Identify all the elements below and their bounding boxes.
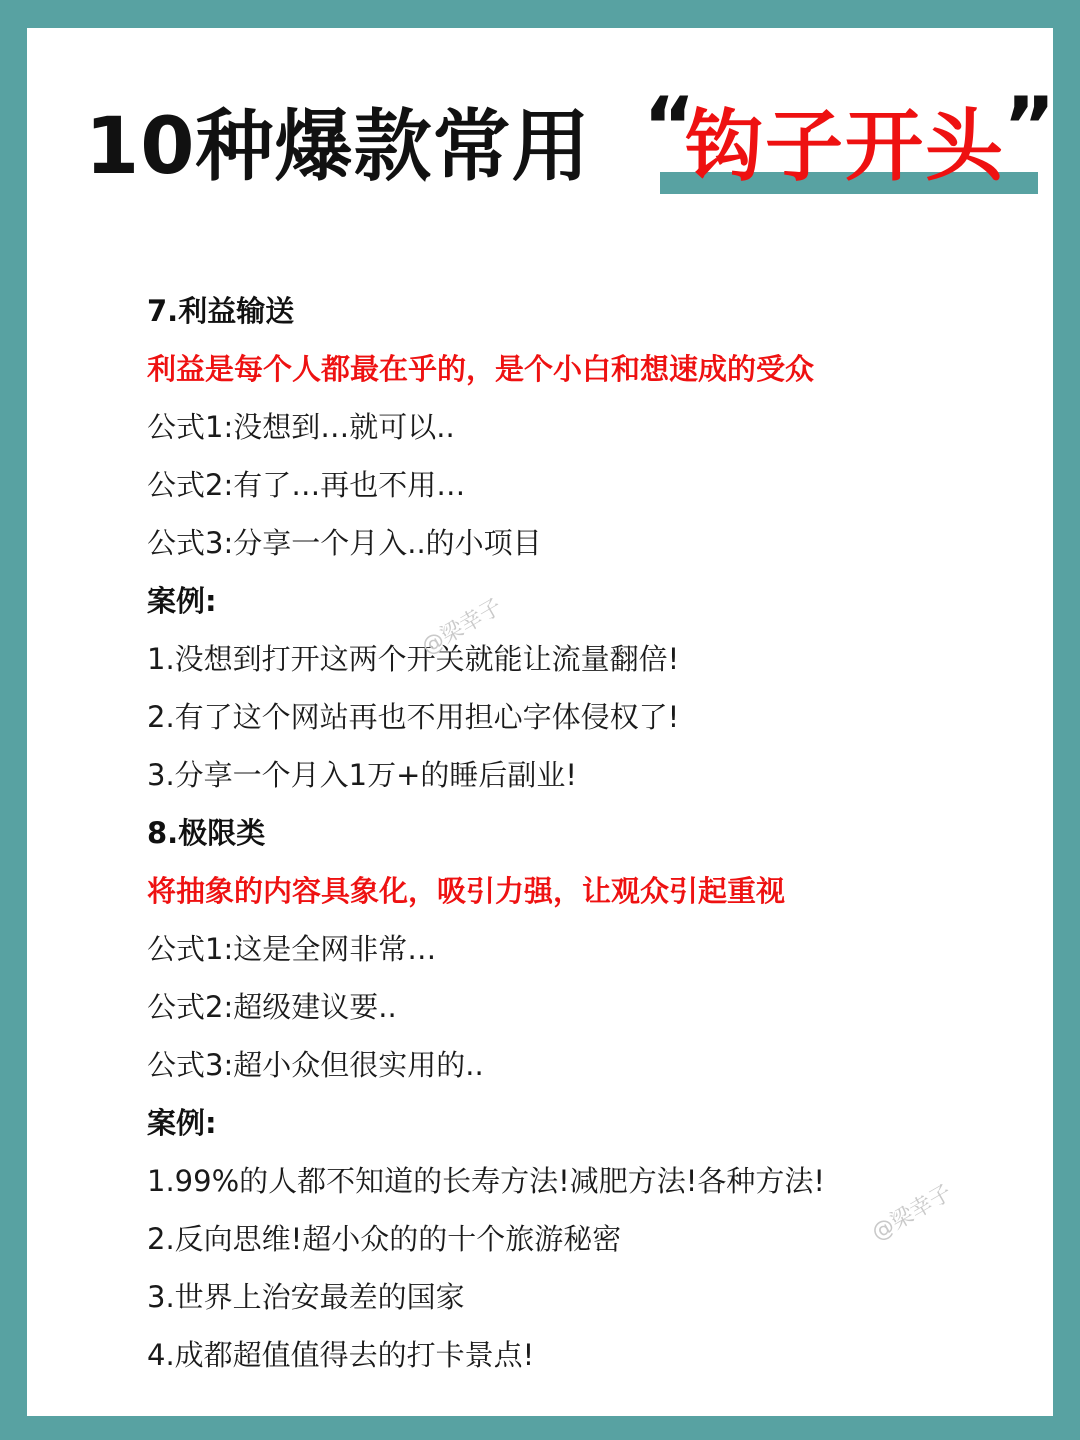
example-line: 1.99%的人都不知道的长寿方法!减肥方法!各种方法! xyxy=(147,1164,826,1198)
section-heading: 7.利益输送 xyxy=(147,294,295,328)
example-line: 3.分享一个月入1万+的睡后副业! xyxy=(147,758,578,792)
formula-line: 公式2:超级建议要.. xyxy=(147,990,397,1024)
formula-line: 公式1:这是全网非常… xyxy=(147,932,437,966)
page-title: 10种爆款常用 xyxy=(85,102,591,192)
section-heading: 8.极限类 xyxy=(147,816,266,850)
example-line: 4.成都超值值得去的打卡景点! xyxy=(147,1338,535,1372)
formula-line: 公式2:有了…再也不用… xyxy=(147,468,466,502)
watermark: @梁幸子 xyxy=(417,594,507,661)
example-line: 1.没想到打开这两个开关就能让流量翻倍! xyxy=(147,642,680,676)
title-close-quote: ” xyxy=(1003,80,1056,173)
title-highlight: 钩子开头 xyxy=(685,102,1006,192)
formula-line: 公式3:超小众但很实用的.. xyxy=(147,1048,484,1082)
example-line: 2.反向思维!超小众的的十个旅游秘密 xyxy=(147,1222,622,1256)
content-card xyxy=(27,28,1056,1416)
section-subtitle: 将抽象的内容具象化，吸引力强，让观众引起重视 xyxy=(147,874,786,908)
title-open-quote: “ xyxy=(643,80,696,173)
examples-label: 案例: xyxy=(147,1106,217,1140)
example-line: 2.有了这个网站再也不用担心字体侵权了! xyxy=(147,700,680,734)
example-line: 3.世界上治安最差的国家 xyxy=(147,1280,465,1314)
watermark: @梁幸子 xyxy=(867,1180,957,1247)
section-subtitle: 利益是每个人都最在乎的，是个小白和想速成的受众 xyxy=(147,352,815,386)
formula-line: 公式3:分享一个月入..的小项目 xyxy=(147,526,542,560)
examples-label: 案例: xyxy=(147,584,217,618)
formula-line: 公式1:没想到…就可以.. xyxy=(147,410,455,444)
